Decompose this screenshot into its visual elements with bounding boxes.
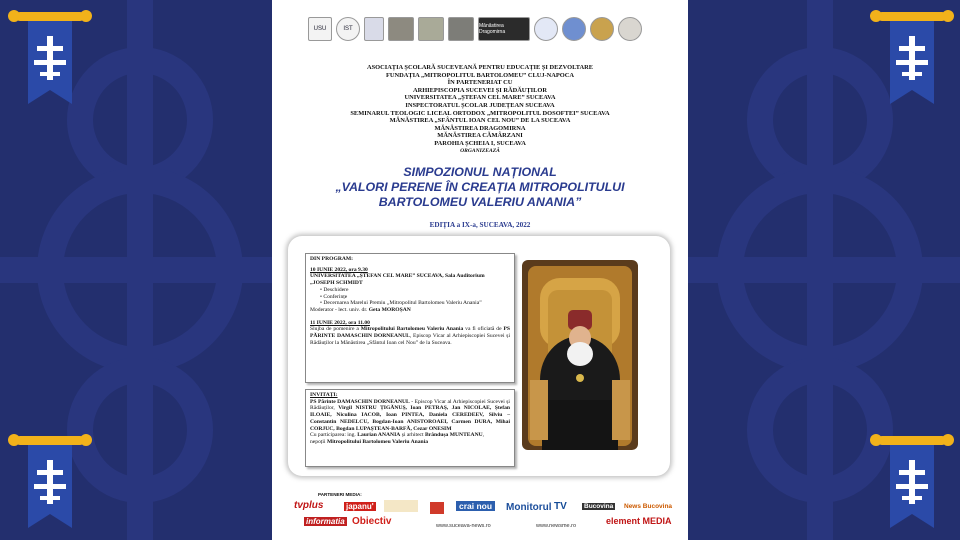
day2-text-bold: PS PĂRINTE DAMASCHIN DORNEANUL: [310, 326, 510, 340]
partner-logo-news-bucovina: News Bucovina: [624, 503, 673, 510]
partner-logo-bucovina: Bucovina: [584, 503, 614, 510]
partner-logo-element-media: element MEDIA: [606, 516, 672, 526]
guest-text-bold: PS Părinte DAMASCHIN DORNEANUL: [310, 398, 410, 405]
partner-logo-japanu: japanu': [346, 502, 374, 511]
day2-text-bold: Mitropolitului Bartolomeu Valeriu Anania: [360, 326, 464, 333]
guests-list: [310, 399, 510, 433]
bullet-text: Conferințe: [323, 293, 348, 300]
day1-place: UNIVERSITATEA „ȘTEFAN CEL MARE” SUCEAVA, Sala Auditorium „JOSEPH SCHMIDT: [310, 273, 485, 287]
crest-logo-icon: [364, 17, 384, 41]
guest-text-bold: Virgil NISTRU ȚIGĂNUȘ, Ioan PETRAȘ, Jan NICOLAE, Ștefan ILOAIE, Niculina IACOB, Ioan PINTEA, Daniela CEREDEEV, Silviu – Constantin NEDELCU, Bogdan-Ioan ANISTOROAEI, Carmen DURA, Mihai CORJUC, Bogdan LUPAȘTEAN-BARFĂ, Cezar ONESIM: [310, 405, 510, 432]
logo-text: Mănăstirea Dragomirna: [479, 23, 506, 35]
guest-text-bold: Brândușa MUNTEANU: [425, 432, 483, 439]
symposium-title: [272, 165, 688, 210]
partner-logo-obiectiv: Obiectiv: [352, 516, 392, 527]
program-bullet: • Deschidere: [320, 286, 349, 293]
organizers-list: [272, 64, 688, 155]
title-line-1: SIMPOZIONUL NAȚIONAL: [403, 165, 557, 179]
logo-text: USU: [313, 26, 327, 32]
guest-text: și arhitect: [400, 432, 425, 439]
cross-banner-icon: [866, 6, 958, 110]
organizer-line: ÎN PARTENERIAT CU: [447, 79, 513, 87]
seal-logo-icon: [618, 17, 642, 41]
organizer-line: UNIVERSITATEA „ȘTEFAN CEL MARE” SUCEAVA: [404, 94, 556, 102]
edition-label: EDIȚIA a IX-a, SUCEAVA, 2022: [429, 221, 531, 229]
ist-logo-icon: [336, 17, 360, 41]
organizer-line: MĂNĂSTIREA „SFÂNTUL IOAN CEL NOU” DE LA SUCEAVA: [389, 117, 571, 125]
round-logo-icon: [562, 17, 586, 41]
bullet-text: Deschidere: [323, 286, 349, 293]
organizeaza-label: ORGANIZEAZĂ: [460, 147, 500, 154]
day2-date: 11 IUNIE 2022, ora 11.00: [310, 319, 370, 326]
guest-text: ,: [482, 432, 485, 439]
guest-text-bold: Laurian ANANIA: [357, 432, 401, 439]
photo-logo-icon: [448, 17, 474, 41]
photo-logo-icon: [418, 17, 444, 41]
program-heading: DIN PROGRAM:: [310, 256, 354, 262]
partner-logo-suceava-news: www.suceava-news.ro: [436, 523, 491, 529]
metropolitan-portrait-image: [522, 260, 638, 450]
guest-text: - Episcop Vicar al Arhiepiscopiei Sucevei și Rădăuților,: [310, 398, 510, 412]
organizer-line: SEMINARUL TEOLOGIC LICEAL ORTODOX „MITROPOLITUL DOSOFTEI” SUCEAVA: [350, 109, 610, 117]
participation-line: [310, 432, 510, 439]
round-logo-icon: [534, 17, 558, 41]
organizer-line: ASOCIAȚIA ȘCOLARĂ SUCEVEANĂ PENTRU EDUCAȚIE ȘI DEZVOLTARE: [366, 64, 594, 71]
guest-text: Cu participarea: ing.: [310, 432, 358, 439]
partner-logo-informatia: informatia: [306, 517, 345, 526]
nephews-line: [310, 439, 510, 446]
photo-logo-icon: [388, 17, 414, 41]
guests-heading: INVITAȚI:: [310, 392, 338, 398]
program-box: [305, 253, 515, 383]
moderator-label: Moderator - lect. univ. dr.: [310, 306, 368, 313]
organizer-line: MĂNĂSTIREA CĂMÂRZANI: [437, 132, 523, 140]
guest-text-bold: Mitropolitului Bartolomeu Valeriu Anania: [326, 438, 428, 445]
partner-logo-icon: [384, 500, 418, 512]
manastirea-dragomirna-logo-icon: [478, 17, 530, 41]
organizer-line: FUNDAȚIA „MITROPOLITUL BARTOLOMEU” CLUJ-NAPOCA: [385, 71, 575, 79]
organizer-line: ARHIEPISCOPIA SUCEVEI ȘI RĂDĂUȚILOR: [412, 86, 548, 94]
program-card: [288, 236, 670, 476]
bullet-text: Decernarea Marelui Premiu „Mitropolitul Bartolomeu Valeriu Anania”: [323, 300, 482, 307]
day2-text: va fi oficiată de: [465, 326, 502, 333]
partner-logo-tvplus: tvplus: [294, 500, 324, 511]
moderator-name: Geta MOROȘAN: [368, 306, 411, 313]
banner-bottom-right: [866, 430, 958, 534]
organizer-line: MĂNĂSTIREA DRAGOMIRNA: [434, 124, 526, 132]
banner-top-right: [866, 6, 958, 110]
day2-text: , Episcop Vicar al Arhiepiscopiei Sucevei și Rădăuților la Mănăstirea „Sfântul Ioan cel Nou” de la Suceava.: [310, 333, 510, 346]
title-line-3: BARTOLOMEU VALERIU ANANIA”: [378, 195, 582, 209]
day2-description: [310, 326, 510, 346]
program-bullet: • Conferințe: [320, 293, 348, 300]
partner-logo-tv: TV: [554, 501, 567, 512]
partner-logo-icon: [430, 502, 444, 514]
sponsor-logo-strip: [308, 12, 658, 46]
day2-text: Slujba de pomenire a: [310, 326, 359, 333]
portrait-icon: [522, 260, 638, 450]
program-bullet: • Decernarea Marelui Premiu „Mitropolitul Bartolomeu Valeriu Anania”: [320, 300, 482, 307]
logo-text: IST: [343, 26, 353, 32]
organizer-line: PAROHIA ȘCHEIA I, SUCEAVA: [434, 139, 526, 147]
guests-box: [305, 389, 515, 467]
organizer-line: INSPECTORATUL ȘCOLAR JUDEȚEAN SUCEAVA: [405, 101, 555, 109]
partner-logo-newsme: www.newsme.ro: [536, 523, 577, 529]
media-partners: [288, 492, 678, 538]
banner-bottom-left: [4, 430, 96, 534]
cross-banner-icon: [866, 430, 958, 534]
partners-label: PARTENERI MEDIA:: [318, 492, 362, 497]
symposium-poster: [272, 0, 688, 540]
partner-logo-monitorul: Monitorul: [506, 502, 552, 513]
day1-date: 10 IUNIE 2022, ora 9.30: [310, 266, 368, 273]
banner-top-left: [4, 6, 96, 110]
moderator-line: [310, 307, 510, 314]
title-line-2: „VALORI PERENE ÎN CREAȚIA MITROPOLITULUI: [335, 180, 625, 194]
cross-banner-icon: [4, 6, 96, 110]
partner-logo-crai-nou: crai nou: [456, 501, 495, 511]
seal-logo-icon: [590, 17, 614, 41]
cross-banner-icon: [4, 430, 96, 534]
guest-text: nepoții: [310, 438, 327, 445]
usu-logo-icon: [308, 17, 332, 41]
